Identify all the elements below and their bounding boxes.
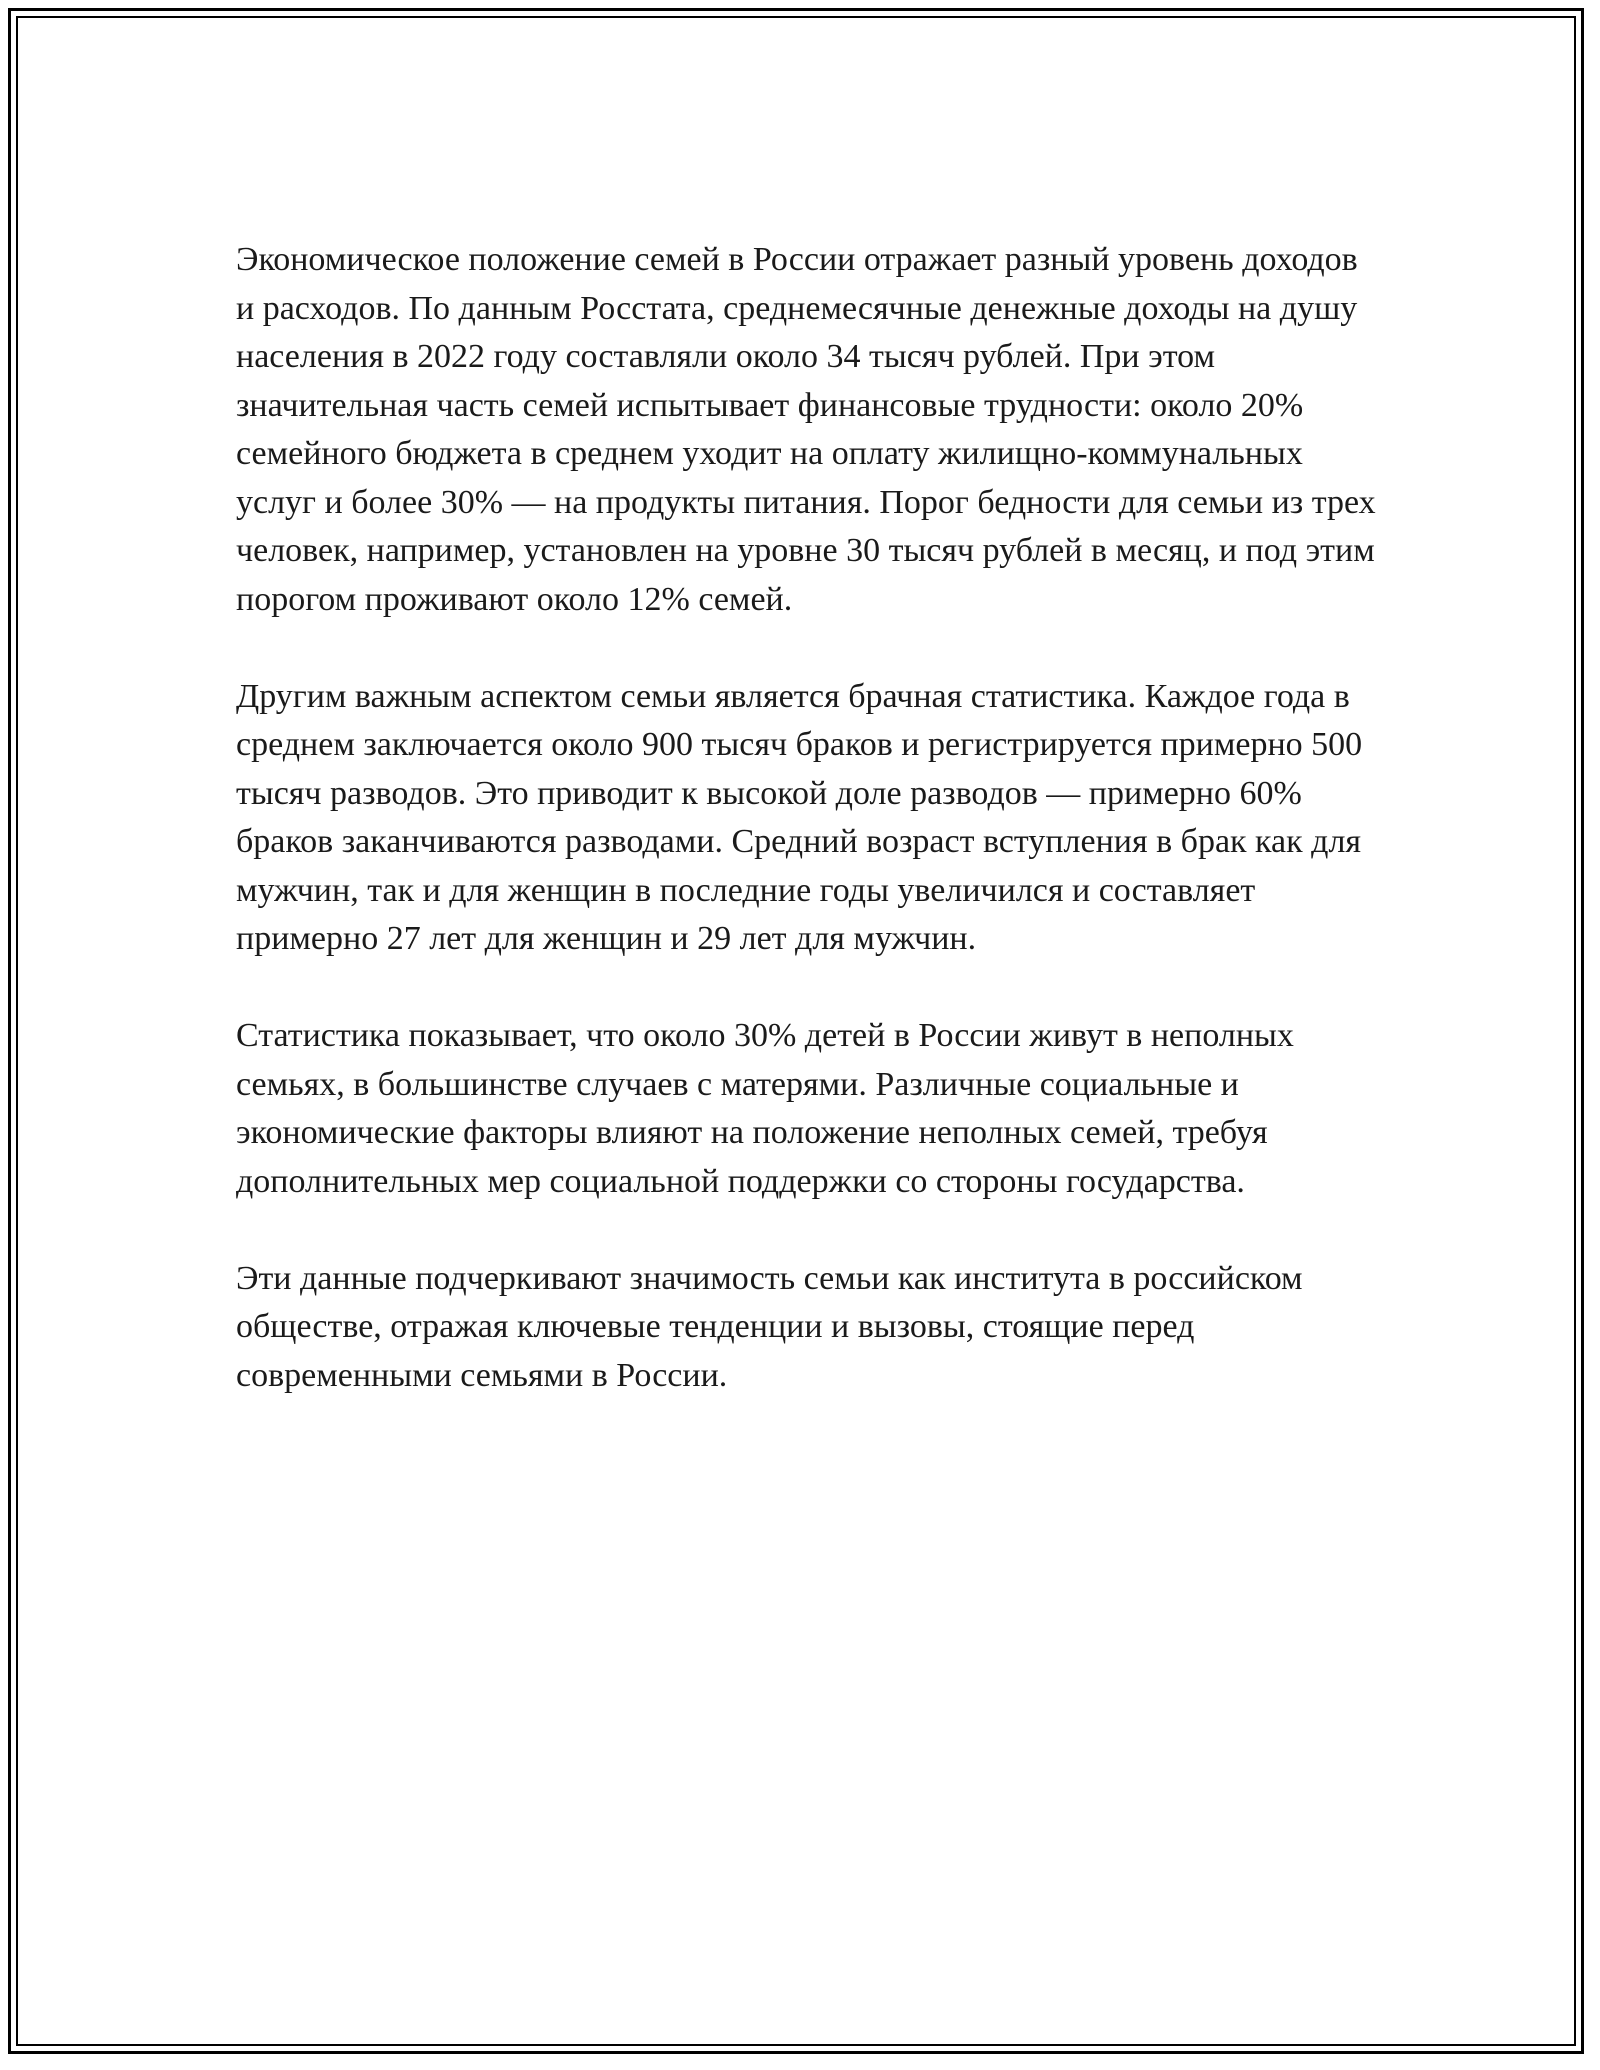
paragraph-economic-situation: Экономическое положение семей в России отражает разный уровень доходов и расходов. По данным Росстата, среднемесячные денежные доходы на душу населения в 2022 году составляли около 34 тысяч рублей. При этом значительная часть семей испытывает финансовые трудности: около 20% семейного бюджета в среднем уходит на оплату жилищно-коммунальных услуг и более 30% — на продукты питания. Порог бедности для семьи из трех человек, например, установлен на уровне 30 тысяч рублей в месяц, и под этим порогом проживают около 12% семей.	[236, 241, 1376, 618]
paragraph-conclusion: Эти данные подчеркивают значимость семьи как института в российском обществе, отражая ключевые тенденции и вызовы, стоящие перед современными семьями в России.	[236, 1259, 1303, 1394]
paragraph-marriage-statistics: Другим важным аспектом семьи является брачная статистика. Каждое года в среднем заключается около 900 тысяч браков и регистрируется примерно 500 тысяч разводов. Это приводит к высокой доле разводов — примерно 60% браков заканчиваются разводами. Средний возраст вступления в брак как для мужчин, так и для женщин в последние годы увеличился и составляет примерно 27 лет для женщин и 29 лет для мужчин.	[236, 677, 1363, 957]
paragraph-single-parent-families: Статистика показывает, что около 30% детей в России живут в неполных семьях, в большинстве случаев с матерями. Различные социальные и экономические факторы влияют на положение неполных семей, требуя дополнительных мер социальной поддержки со стороны государства.	[236, 1017, 1294, 1200]
document-body	[236, 236, 1376, 1449]
